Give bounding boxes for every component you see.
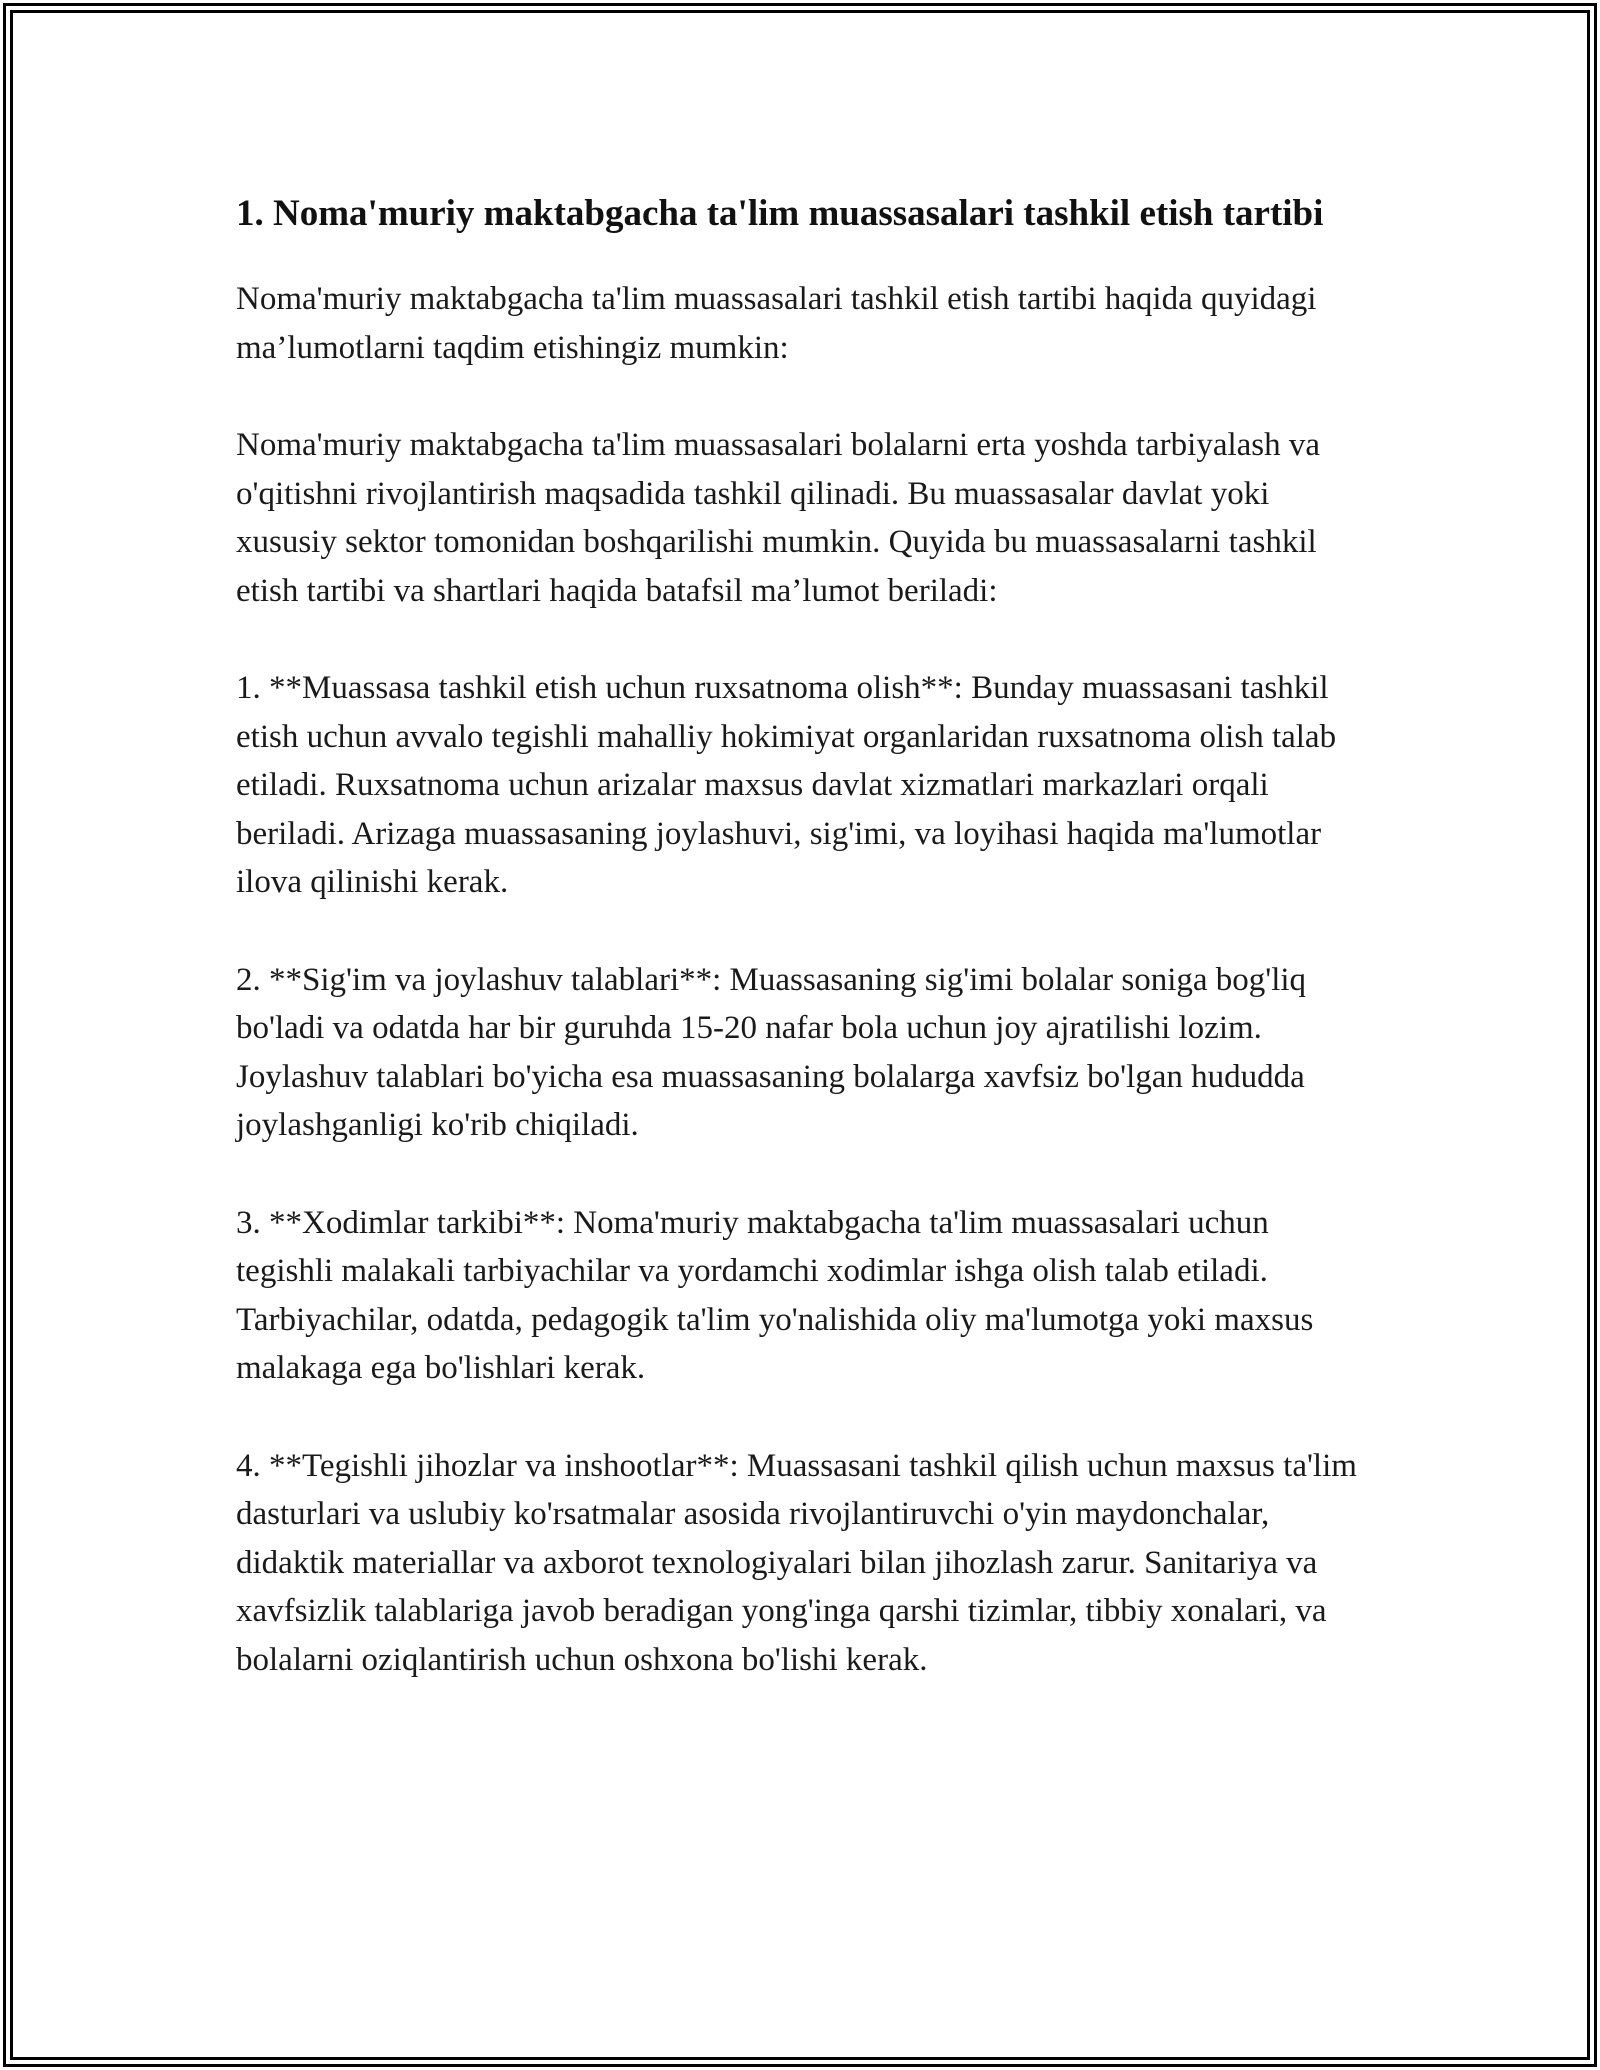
list-item-permit: 1. **Muassasa tashkil etish uchun ruxsatnoma olish**: Bunday muassasani tashkil etish uchun avvalo tegishli mahalliy hokimiyat organlaridan ruxsatnoma olish talab etiladi. Ruxsatnoma uchun arizalar maxsus davlat xizmatlari markazlari orqali beriladi. Arizaga muassasaning joylashuvi, sig'imi, va loyihasi haqida ma'lumotlar ilova qilinishi kerak. — [236, 670, 1337, 900]
list-item-staff: 3. **Xodimlar tarkibi**: Noma'muriy maktabgacha ta'lim muassasalari uchun tegishli malakali tarbiyachilar va yordamchi xodimlar ishga olish talab etiladi. Tarbiyachilar, odatda, pedagogik ta'lim yo'nalishida oliy ma'lumotga yoki maxsus malakaga ega bo'lishlari kerak. — [236, 1204, 1314, 1386]
list-item-capacity-location: 2. **Sig'im va joylashuv talablari**: Muassasaning sig'imi bolalar soniga bog'liq bo'ladi va odatda har bir guruhda 15-20 nafar bola uchun joy ajratilishi lozim. Joylashuv talablari bo'yicha esa muassasaning bolalarga xavfsiz bo'lgan hududda joylashganligi ko'rib chiqiladi. — [236, 961, 1307, 1143]
overview-paragraph: Noma'muriy maktabgacha ta'lim muassasalari bolalarni erta yoshda tarbiyalash va o'qitishni rivojlantirish maqsadida tashkil qilinadi. Bu muassasalar davlat yoki xususiy sektor tomonidan boshqarilishi mumkin. Quyida bu muassasalarni tashkil etish tartibi va shartlari haqida batafsil ma’lumot beriladi: — [236, 427, 1321, 609]
document-body — [236, 186, 1366, 1684]
document-title: 1. Noma'muriy maktabgacha ta'lim muassasalari tashkil etish tartibi — [236, 193, 1324, 234]
list-item-equipment: 4. **Tegishli jihozlar va inshootlar**: Muassasani tashkil qilish uchun maxsus ta'lim dasturlari va uslubiy ko'rsatmalar asosida rivojlantiruvchi o'yin maydonchalar, didaktik materiallar va axborot texnologiyalari bilan jihozlash zarur. Sanitariya va xavfsizlik talablariga javob beradigan yong'inga qarshi tizimlar, tibbiy xonalari, va bolalarni oziqlantirish uchun oshxona bo'lishi kerak. — [236, 1447, 1357, 1678]
intro-paragraph: Noma'muriy maktabgacha ta'lim muassasalari tashkil etish tartibi haqida quyidagi ma’lumotlarni taqdim etishingiz mumkin: — [236, 281, 1317, 366]
